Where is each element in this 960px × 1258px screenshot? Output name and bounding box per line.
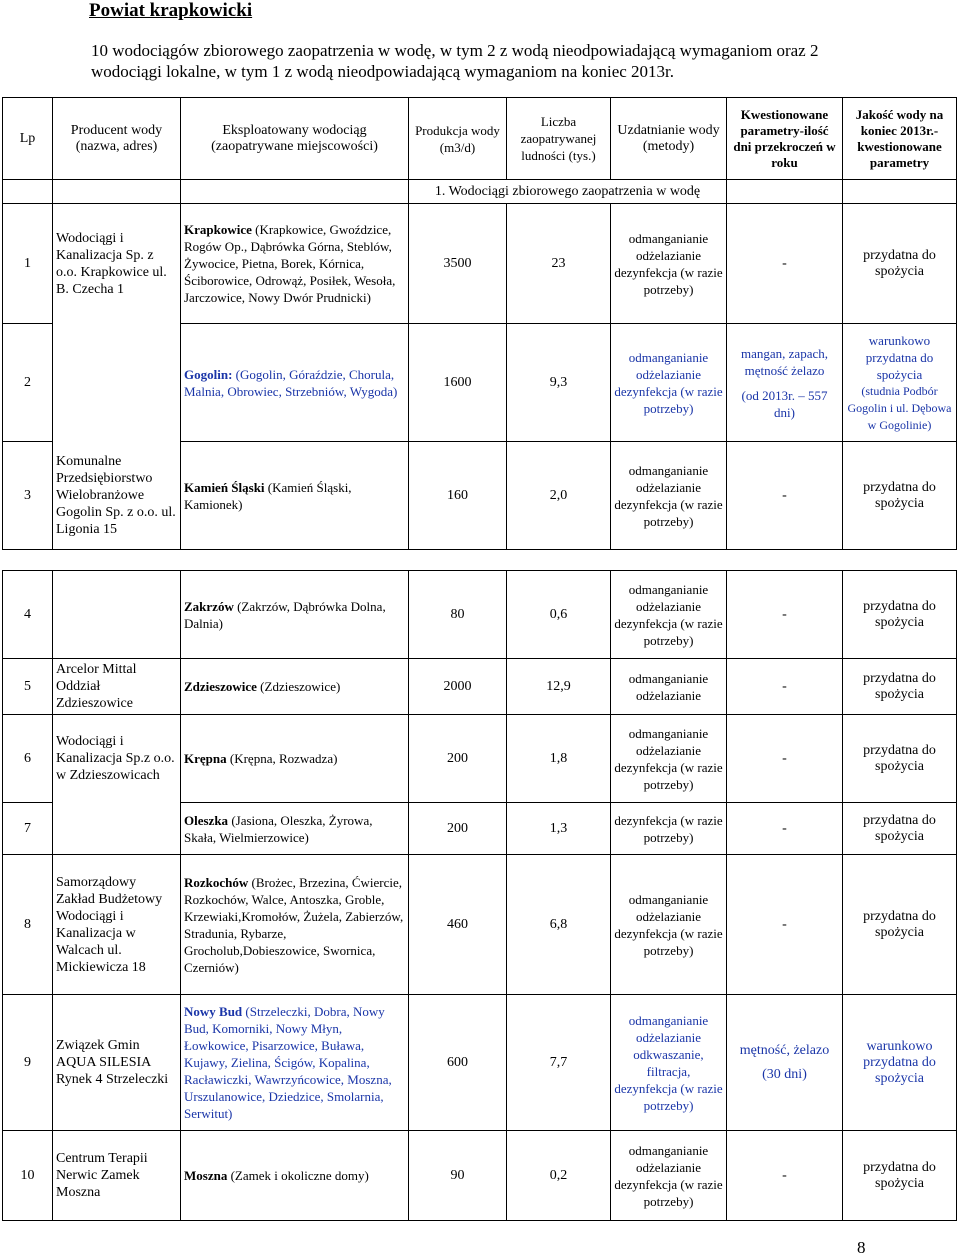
production-value: 1600 [409, 324, 507, 442]
page-number: 8 [857, 1238, 866, 1257]
production-value: 80 [409, 571, 507, 659]
questioned-cell [727, 995, 843, 1131]
questioned-cell: - [727, 855, 843, 995]
row-lp: 8 [3, 855, 53, 995]
places: (Zakrzów, Dąbrówka Dolna, Dalnia) [184, 598, 386, 631]
questioned-cell: - [727, 571, 843, 659]
table-row [3, 715, 957, 803]
questioned-cell: - [727, 659, 843, 715]
treatment-cell: odmanganianie odżelazianie [611, 659, 727, 715]
table-row [3, 995, 957, 1131]
questioned-cell: - [727, 803, 843, 855]
producer-cell [53, 803, 181, 855]
quality-cell: przydatna do spożycia [843, 204, 957, 324]
producer-cell: Arcelor Mittal Oddział Zdzieszowice [53, 659, 181, 715]
production-value: 2000 [409, 659, 507, 715]
municipality: Krapkowice [184, 222, 252, 237]
waterworks-cell [181, 571, 409, 659]
table-row [3, 324, 957, 442]
quality-cell: przydatna do spożycia [843, 659, 957, 715]
questioned-cell: - [727, 442, 843, 550]
municipality: Kamień Śląski [184, 479, 265, 495]
header-waterworks: Eksploatowany wodociąg (zaopatrywane miejscowości) [181, 98, 409, 180]
section-row [3, 180, 957, 204]
treatment-cell: odmanganianie odżelazianie dezynfekcja (w razie potrzeby) [611, 855, 727, 995]
row-lp: 6 [3, 715, 53, 803]
places: (Brożec, Brzezina, Ćwiercie, Rozkochów, Walce, Antoszka, Groble, Krzewiaki,Kromołów, Żużela, Zabierzów, Stradunia, Rybarze, Grocholub,Dobieszowice, Swornica, Czerniów) [184, 874, 404, 975]
places: (Krępna, Rozwadza) [229, 751, 338, 766]
production-value: 200 [409, 803, 507, 855]
places: (Jasiona, Oleszka, Żyrowa, Skała, Wielmierzowice) [184, 812, 373, 845]
population-value: 23 [507, 204, 611, 324]
row-lp: 10 [3, 1131, 53, 1221]
treatment-cell: odmanganianie odżelazianie dezynfekcja (w razie potrzeby) [611, 204, 727, 324]
producer-cell: Związek Gmin AQUA SILESIA Rynek 4 Strzeleczki [53, 995, 181, 1131]
municipality: Rozkochów [184, 874, 249, 890]
quality-status: warunkowo przydatna do spożycia [865, 332, 934, 382]
waterworks-cell [181, 715, 409, 803]
quality-cell: przydatna do spożycia [843, 715, 957, 803]
production-value: 90 [409, 1131, 507, 1221]
questioned-params: mętność, żelazo [739, 1042, 830, 1058]
population-value: 6,8 [507, 855, 611, 995]
quality-cell [843, 324, 957, 442]
table-row [3, 442, 957, 550]
waterworks-cell [181, 442, 409, 550]
places: (Kamień Śląski, Kamionek) [184, 479, 352, 512]
population-value: 0,6 [507, 571, 611, 659]
table-row [3, 659, 957, 715]
waterworks-cell [181, 204, 409, 324]
row-lp: 4 [3, 571, 53, 659]
row-lp: 3 [3, 442, 53, 550]
municipality: Krępna [184, 751, 227, 766]
producer-cell: Wodociągi i Kanalizacja Sp. z o.o. Krapkowice ul. B. Czecha 1 [53, 204, 181, 324]
treatment-cell: odmanganianie odżelazianie dezynfekcja (w razie potrzeby) [611, 442, 727, 550]
producer-cell: Komunalne Przedsiębiorstwo Wielobranżowe Gogolin Sp. z o.o. ul. Ligonia 15 [53, 442, 181, 550]
places: (Strzeleczki, Dobra, Nowy Bud, Komorniki, Nowy Młyn, Łowkowice, Pisarzowice, Buława, Kujawy, Zielina, Ścigów, Kopalina, Racławiczki, Wawrzyńcowice, Moszna, Urszulanowice, Dziedzice, Smolarnia, Serwitut) [184, 1004, 392, 1121]
row-lp: 5 [3, 659, 53, 715]
waterworks-cell [181, 324, 409, 442]
treatment-cell: odmanganianie odżelazianie dezynfekcja (w razie potrzeby) [611, 715, 727, 803]
places: (Krapkowice, Gwoździce, Rogów Op., Dąbrówka Górna, Steblów, Żywocice, Pietna, Borek, Kórnica, Ściborowice, Odrowąż, Posiłek, Wesoła, Jarczowice, Nowy Dwór Prudnicki) [184, 222, 396, 305]
table-row [3, 1131, 957, 1221]
quality-cell: przydatna do spożycia [843, 855, 957, 995]
waterworks-cell [181, 1131, 409, 1221]
population-value: 0,2 [507, 1131, 611, 1221]
quality-cell: przydatna do spożycia [843, 442, 957, 550]
waterworks-cell [181, 995, 409, 1131]
header-questioned: Kwestionowane parametry-ilość dni przekroczeń w roku [727, 98, 843, 180]
producer-cell [53, 571, 181, 659]
treatment-cell: odmanganianie odżelazianie dezynfekcja (w razie potrzeby) [611, 324, 727, 442]
header-production: Produkcja wody (m3/d) [409, 98, 507, 180]
table-row [3, 855, 957, 995]
population-value: 12,9 [507, 659, 611, 715]
quality-cell: warunkowo przydatna do spożycia [843, 995, 957, 1131]
treatment-cell: odmanganianie odżelazianie odkwaszanie, filtracja, dezynfekcja (w razie potrzeby) [611, 995, 727, 1131]
places: (Gogolin, Góraździe, Chorula, Malnia, Obrowiec, Strzebniów, Wygoda) [184, 366, 398, 399]
waterworks-cell [181, 855, 409, 995]
waterworks-table [2, 97, 957, 1221]
quality-cell: przydatna do spożycia [843, 1131, 957, 1221]
page-title: Powiat krapkowicki [89, 0, 253, 21]
treatment-cell: odmanganianie odżelazianie dezynfekcja (w razie potrzeby) [611, 1131, 727, 1221]
header-lp: Lp [3, 98, 53, 180]
producer-cell: Centrum Terapii Nerwic Zamek Moszna [53, 1131, 181, 1221]
treatment-cell: odmanganianie odżelazianie dezynfekcja (w razie potrzeby) [611, 571, 727, 659]
questioned-days: (30 dni) [762, 1066, 807, 1082]
municipality: Zdzieszowice [184, 679, 257, 694]
municipality: Moszna [184, 1168, 228, 1183]
quality-cell: przydatna do spożycia [843, 571, 957, 659]
municipality: Zakrzów [184, 598, 234, 614]
quality-note: (studnia Podbór Gogolin i ul. Dębowa w Gogolinie) [847, 383, 952, 432]
table-row [3, 803, 957, 855]
producer-cell: Wodociągi i Kanalizacja Sp.z o.o. w Zdzieszowicach [53, 715, 181, 803]
questioned-cell: - [727, 715, 843, 803]
row-lp: 1 [3, 204, 53, 324]
population-value: 9,3 [507, 324, 611, 442]
production-value: 460 [409, 855, 507, 995]
table-row [3, 571, 957, 659]
producer-cell [53, 324, 181, 442]
header-producer: Producent wody (nazwa, adres) [53, 98, 181, 180]
municipality: Nowy Bud [184, 1004, 243, 1019]
section-title: 1. Wodociągi zbiorowego zaopatrzenia w wodę [409, 180, 727, 204]
questioned-params: mangan, zapach, mętność żelazo [741, 345, 828, 378]
places: (Zamek i okoliczne domy) [230, 1168, 369, 1183]
row-lp: 2 [3, 324, 53, 442]
municipality: Gogolin: [184, 366, 233, 382]
header-treatment: Uzdatnianie wody (metody) [611, 98, 727, 180]
intro-text: 10 wodociągów zbiorowego zaopatrzenia w wodę, w tym 2 z wodą nieodpowiadającą wymaganiom oraz 2 wodociągi lokalne, w tym 1 z wodą nieodpowiadającą wymaganiom na koniec 2013r. [91, 41, 819, 81]
questioned-cell: - [727, 1131, 843, 1221]
header-row [3, 98, 957, 180]
production-value: 200 [409, 715, 507, 803]
questioned-cell [727, 324, 843, 442]
places: (Zdzieszowice) [260, 679, 341, 694]
population-value: 1,3 [507, 803, 611, 855]
waterworks-cell [181, 659, 409, 715]
production-value: 160 [409, 442, 507, 550]
questioned-days: (od 2013r. – 557 dni) [741, 387, 828, 420]
municipality: Oleszka [184, 812, 229, 828]
producer-cell: Samorządowy Zakład Budżetowy Wodociągi i Kanalizacja w Walcach ul. Mickiewicza 18 [53, 855, 181, 995]
population-value: 1,8 [507, 715, 611, 803]
production-value: 3500 [409, 204, 507, 324]
table-row [3, 204, 957, 324]
population-value: 2,0 [507, 442, 611, 550]
quality-cell: przydatna do spożycia [843, 803, 957, 855]
production-value: 600 [409, 995, 507, 1131]
row-lp: 9 [3, 995, 53, 1131]
treatment-cell: dezynfekcja (w razie potrzeby) [611, 803, 727, 855]
row-lp: 7 [3, 803, 53, 855]
questioned-cell: - [727, 204, 843, 324]
population-value: 7,7 [507, 995, 611, 1131]
waterworks-cell [181, 803, 409, 855]
header-population: Liczba zaopatrywanej ludności (tys.) [507, 98, 611, 180]
header-quality: Jakość wody na koniec 2013r.- kwestionowane parametry [843, 98, 957, 180]
